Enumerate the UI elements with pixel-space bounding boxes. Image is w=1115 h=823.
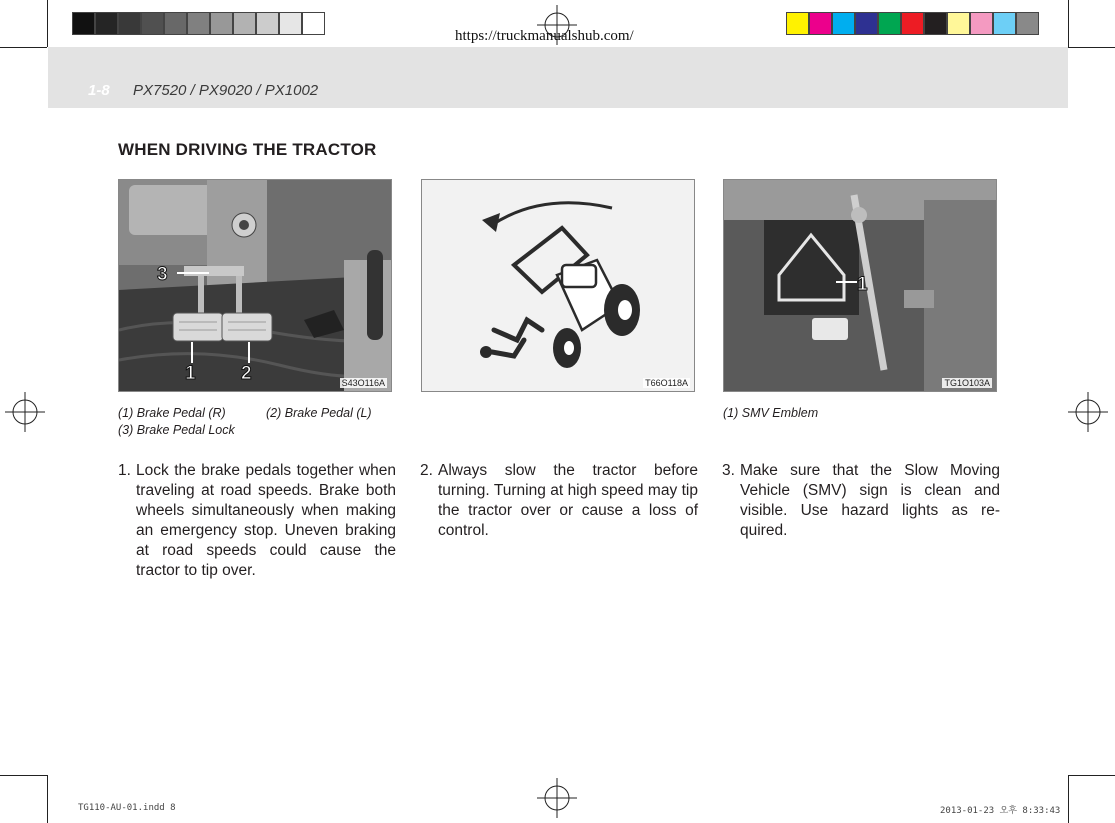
calibration-swatch bbox=[947, 12, 970, 35]
step-number: 3. bbox=[722, 462, 735, 479]
calibration-swatch bbox=[1016, 12, 1039, 35]
section-title: WHEN DRIVING THE TRACTOR bbox=[118, 140, 377, 159]
step-text: Always slow the tractor before turning. Turning at high speed may tip the tractor over or cause a loss of control. bbox=[438, 462, 698, 539]
calibration-swatch bbox=[302, 12, 325, 35]
calibration-swatch bbox=[279, 12, 302, 35]
figure-code: TG1O103A bbox=[944, 378, 990, 388]
calibration-swatch bbox=[855, 12, 878, 35]
step-2 bbox=[420, 461, 698, 541]
calibration-swatch bbox=[832, 12, 855, 35]
page-number: 1-8 bbox=[88, 82, 110, 99]
registration-mark-right bbox=[1068, 392, 1108, 432]
caption-brake-pedal-l: (2) Brake Pedal (L) bbox=[266, 406, 372, 420]
step-text: Lock the brake pedals together when traveling at road speeds. Brake both wheels simultaneously when making an emergency stop. Uneven braking at road speeds could cause the tractor to tip over. bbox=[136, 462, 396, 579]
calibration-swatch bbox=[95, 12, 118, 35]
calibration-swatch bbox=[786, 12, 809, 35]
registration-mark-left bbox=[5, 392, 45, 432]
watermark-url[interactable]: https://truckmanualshub.com/ bbox=[455, 28, 634, 44]
step-number: 2. bbox=[420, 462, 433, 479]
step-number: 1. bbox=[118, 462, 131, 479]
smv-emblem-illustration bbox=[724, 180, 996, 391]
calibration-swatch bbox=[256, 12, 279, 35]
registration-mark-bottom bbox=[537, 778, 577, 818]
tractor-rollover-illustration bbox=[422, 180, 694, 391]
caption-smv-emblem: (1) SMV Emblem bbox=[723, 406, 819, 420]
callout-1: 1 bbox=[185, 363, 196, 384]
calibration-swatch bbox=[72, 12, 95, 35]
step-3 bbox=[722, 461, 1000, 541]
figure-code: S43O116A bbox=[341, 378, 385, 388]
calibration-swatch bbox=[901, 12, 924, 35]
calibration-swatch bbox=[141, 12, 164, 35]
calibration-swatch bbox=[164, 12, 187, 35]
caption-brake-pedal-r: (1) Brake Pedal (R) bbox=[118, 406, 226, 420]
figure-tractor-rollover bbox=[421, 179, 695, 392]
callout-2: 2 bbox=[241, 363, 252, 384]
calibration-swatch bbox=[809, 12, 832, 35]
footer-file-slug: TG110-AU-01.indd 8 bbox=[78, 803, 176, 813]
footer-timestamp: 2013-01-23 오후 8:33:43 bbox=[940, 806, 1061, 816]
figure-smv-emblem bbox=[723, 179, 997, 392]
figure-code: T66O118A bbox=[645, 378, 688, 388]
brake-pedals-illustration bbox=[119, 180, 391, 391]
callout-1: 1 bbox=[857, 274, 868, 295]
calibration-swatch bbox=[210, 12, 233, 35]
calibration-swatch bbox=[187, 12, 210, 35]
caption-brake-pedal-lock: (3) Brake Pedal Lock bbox=[118, 423, 235, 437]
calibration-swatch bbox=[993, 12, 1016, 35]
figure-brake-pedals bbox=[118, 179, 392, 392]
calibration-swatch bbox=[878, 12, 901, 35]
calibration-swatch bbox=[970, 12, 993, 35]
step-text: Make sure that the Slow Moving Vehicle (SMV) sign is clean and visible. Use hazard lights as re-quired. bbox=[740, 462, 1000, 539]
callout-3: 3 bbox=[157, 264, 168, 285]
calibration-swatch bbox=[924, 12, 947, 35]
calibration-swatch bbox=[233, 12, 256, 35]
calibration-swatch bbox=[118, 12, 141, 35]
model-title: PX7520 / PX9020 / PX1002 bbox=[133, 82, 319, 99]
step-1 bbox=[118, 461, 396, 581]
